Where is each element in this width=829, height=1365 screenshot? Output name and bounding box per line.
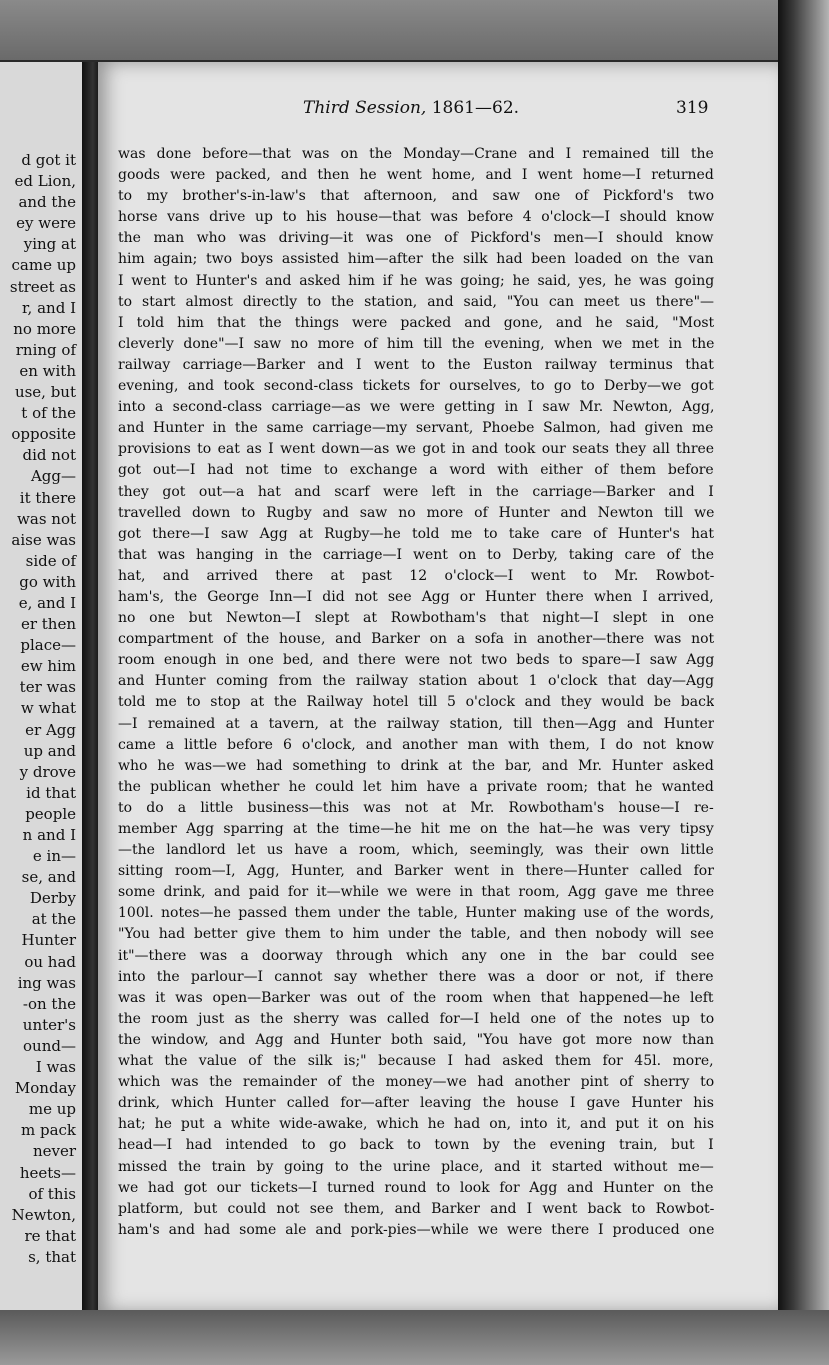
left-page-line: ew him <box>20 657 76 676</box>
left-page-line: Monday <box>14 1079 76 1098</box>
left-page-line: Newton, <box>11 1205 76 1224</box>
left-page-line: m pack <box>20 1121 76 1140</box>
text-line: the window, and Agg and Hunter both said, "You have got more now than <box>118 1031 714 1048</box>
left-page-line: Hunter <box>21 931 76 950</box>
left-page-line: never <box>32 1142 76 1161</box>
left-page-line: ou had <box>24 952 76 971</box>
text-line: evening, and took second-class tickets for ourselves, to go to Derby—we got <box>118 378 714 395</box>
left-page-line: y drove <box>19 762 76 781</box>
running-head-year: 1861—62. <box>431 98 520 118</box>
left-page-line: r, and I <box>22 298 76 317</box>
left-page-line: street as <box>9 277 76 296</box>
left-page-line: unter's <box>22 1015 76 1034</box>
text-line: horse vans drive up to his house—that was before 4 o'clock—I should know <box>118 209 714 226</box>
text-line: got out—I had not time to exchange a word with either of them before <box>118 462 714 479</box>
left-page-line: was not <box>17 509 76 528</box>
text-line: goods were packed, and then he went home, and I went home—I returned <box>118 167 714 184</box>
left-page-line: of this <box>28 1184 76 1203</box>
scan-top-border <box>0 0 829 60</box>
left-page-line: and the <box>18 193 76 212</box>
text-line: I went to Hunter's and asked him if he was going; he said, yes, he was going <box>118 272 714 289</box>
text-line: drink, which Hunter called for—after leaving the house I gave Hunter his <box>118 1095 714 1112</box>
text-line: got there—I saw Agg at Rugby—he told me to take care of Hunter's hat <box>118 525 714 542</box>
text-line: some drink, and paid for it—while we were in that room, Agg gave me three <box>118 884 714 901</box>
left-page-line: ey were <box>16 214 76 233</box>
text-line: no one but Newton—I slept at Rowbotham's that night—I slept in one <box>118 610 714 627</box>
text-line: platform, but could not see them, and Barker and I went back to Rowbot- <box>118 1200 714 1217</box>
left-page-line: e in— <box>32 847 76 866</box>
text-line: hat, and arrived there at past 12 o'clock—I went to Mr. Rowbot- <box>118 567 714 584</box>
text-line: it"—there was a doorway through which any one in the bar could see <box>118 947 714 964</box>
left-page <box>0 62 82 1312</box>
text-line: I told him that the things were packed and gone, and he said, "Most <box>118 314 714 331</box>
text-line: ham's, the George Inn—I did not see Agg or Hunter there when I arrived, <box>118 588 714 605</box>
text-line: and Hunter coming from the railway station about 1 o'clock that day—Agg <box>118 673 714 690</box>
text-line: cleverly done"—I saw no more of him till the evening, when we met in the <box>118 335 714 352</box>
left-page-line: ying at <box>23 235 76 254</box>
text-line: 100l. notes—he passed them under the table, Hunter making use of the words, <box>118 905 714 922</box>
left-page-line: re that <box>24 1226 76 1245</box>
text-line: —I remained at a tavern, at the railway station, till then—Agg and Hunter <box>118 715 714 732</box>
left-page-line: side of <box>25 551 76 570</box>
left-page-line: place— <box>20 636 76 655</box>
left-page-line: people <box>25 804 76 823</box>
text-line: came a little before 6 o'clock, and another man with them, I do not know <box>118 736 714 753</box>
left-page-line: I was <box>35 1058 76 1077</box>
text-line: hat; he put a white wide-awake, which he had on, into it, and put it on his <box>118 1116 714 1133</box>
body-text <box>118 144 714 1241</box>
left-page-text <box>10 150 76 1268</box>
text-line: travelled down to Rugby and saw no more of Hunter and Newton till we <box>118 504 714 521</box>
left-page-line: s, that <box>28 1247 76 1266</box>
left-page-line: e, and I <box>18 593 76 612</box>
left-page-line: Agg— <box>30 467 76 486</box>
left-page-line: came up <box>11 256 76 275</box>
text-line: which was the remainder of the money—we had another pint of sherry to <box>118 1074 714 1091</box>
text-line: to start almost directly to the station, and said, "You can meet us there"— <box>118 293 714 310</box>
right-page <box>98 62 780 1312</box>
scan-right-border <box>778 0 829 1365</box>
left-page-line: en with <box>19 361 76 380</box>
text-line: him again; two boys assisted him—after the silk had been loaded on the van <box>118 251 714 268</box>
text-line: we had got our tickets—I turned round to look for Agg and Hunter on the <box>118 1179 714 1196</box>
text-line: into the parlour—I cannot say whether there was a door or not, if there <box>118 968 714 985</box>
running-head-session: Third Session, <box>303 98 427 118</box>
left-page-line: me up <box>28 1100 76 1119</box>
text-line: railway carriage—Barker and I went to the Euston railway terminus that <box>118 356 714 373</box>
text-line: ham's and had some ale and pork-pies—while we were there I produced one <box>118 1221 714 1238</box>
text-line: missed the train by going to the urine place, and it started without me— <box>118 1158 714 1175</box>
text-line: sitting room—I, Agg, Hunter, and Barker went in there—Hunter called for <box>118 863 714 880</box>
text-line: and Hunter in the same carriage—my servant, Phoebe Salmon, had given me <box>118 420 714 437</box>
text-line: to my brother's-in-law's that afternoon, and saw one of Pickford's two <box>118 188 714 205</box>
text-line: head—I had intended to go back to town by the evening train, but I <box>118 1137 714 1154</box>
text-line: to do a little business—this was not at Mr. Rowbotham's house—I re- <box>118 799 714 816</box>
left-page-line: ed Lion, <box>14 172 76 191</box>
left-page-line: -on the <box>22 994 76 1013</box>
text-line: the room just as the sherry was called for—I held one of the notes up to <box>118 1010 714 1027</box>
scan-bottom-border <box>0 1310 829 1365</box>
left-page-line: n and I <box>22 826 76 844</box>
page-number: 319 <box>676 98 709 118</box>
left-page-line: up and <box>23 741 76 760</box>
left-page-line: ound— <box>23 1036 76 1055</box>
text-line: what the value of the silk is;" because I had asked them for 45l. more, <box>118 1053 714 1070</box>
left-page-line: use, but <box>14 383 76 402</box>
running-head-title <box>303 98 519 118</box>
text-line: "You had better give them to him under the table, and then nobody will see <box>118 926 714 943</box>
text-line: room enough in one bed, and there were not two beds to spare—I saw Agg <box>118 652 714 669</box>
text-line: was it was open—Barker was out of the room when that happened—he left <box>118 989 714 1006</box>
text-line: member Agg sparring at the time—he hit me on the hat—he was very tipsy <box>118 821 714 837</box>
left-page-line: se, and <box>21 868 76 887</box>
text-line: the publican whether he could let him have a private room; that he wanted <box>118 778 714 795</box>
left-page-line: no more <box>13 319 76 338</box>
left-page-line: w what <box>20 699 76 718</box>
left-page-line: d got it <box>21 151 76 169</box>
text-line: was done before—that was on the Monday—Crane and I remained till the <box>118 146 714 162</box>
text-line: that was hanging in the carriage—I went on to Derby, taking care of the <box>118 546 714 563</box>
left-page-line: ing was <box>17 973 76 992</box>
left-page-line: er Agg <box>25 720 76 739</box>
left-page-line: aise was <box>11 530 76 549</box>
text-line: they got out—a hat and scarf were left in the carriage—Barker and I <box>118 483 714 500</box>
left-page-line: id that <box>26 783 76 802</box>
left-page-line: it there <box>19 488 76 507</box>
left-page-line: go with <box>19 572 76 591</box>
text-line: compartment of the house, and Barker on a sofa in another—there was not <box>118 631 714 648</box>
left-page-line: ter was <box>19 678 76 697</box>
text-line: who he was—we had something to drink at the bar, and Mr. Hunter asked <box>118 757 714 774</box>
left-page-line: rning of <box>15 340 76 359</box>
text-line: —the landlord let us have a room, which, seemingly, was their own little <box>118 842 714 859</box>
text-line: into a second-class carriage—as we were getting in I saw Mr. Newton, Agg, <box>118 399 714 416</box>
left-page-line: opposite <box>11 425 76 444</box>
left-page-line: heets— <box>19 1163 76 1182</box>
left-page-line: did not <box>22 446 76 465</box>
left-page-line: t of the <box>21 404 76 423</box>
text-line: told me to stop at the Railway hotel till 5 o'clock and they would be back <box>118 694 714 711</box>
text-line: the man who was driving—it was one of Pickford's men—I should know <box>118 230 714 247</box>
left-page-line: Derby <box>29 889 76 908</box>
left-page-line: at the <box>31 910 76 929</box>
running-head <box>98 98 780 124</box>
text-line: provisions to eat as I went down—as we got in and took our seats they all three <box>118 441 714 458</box>
left-page-line: er then <box>20 615 76 634</box>
